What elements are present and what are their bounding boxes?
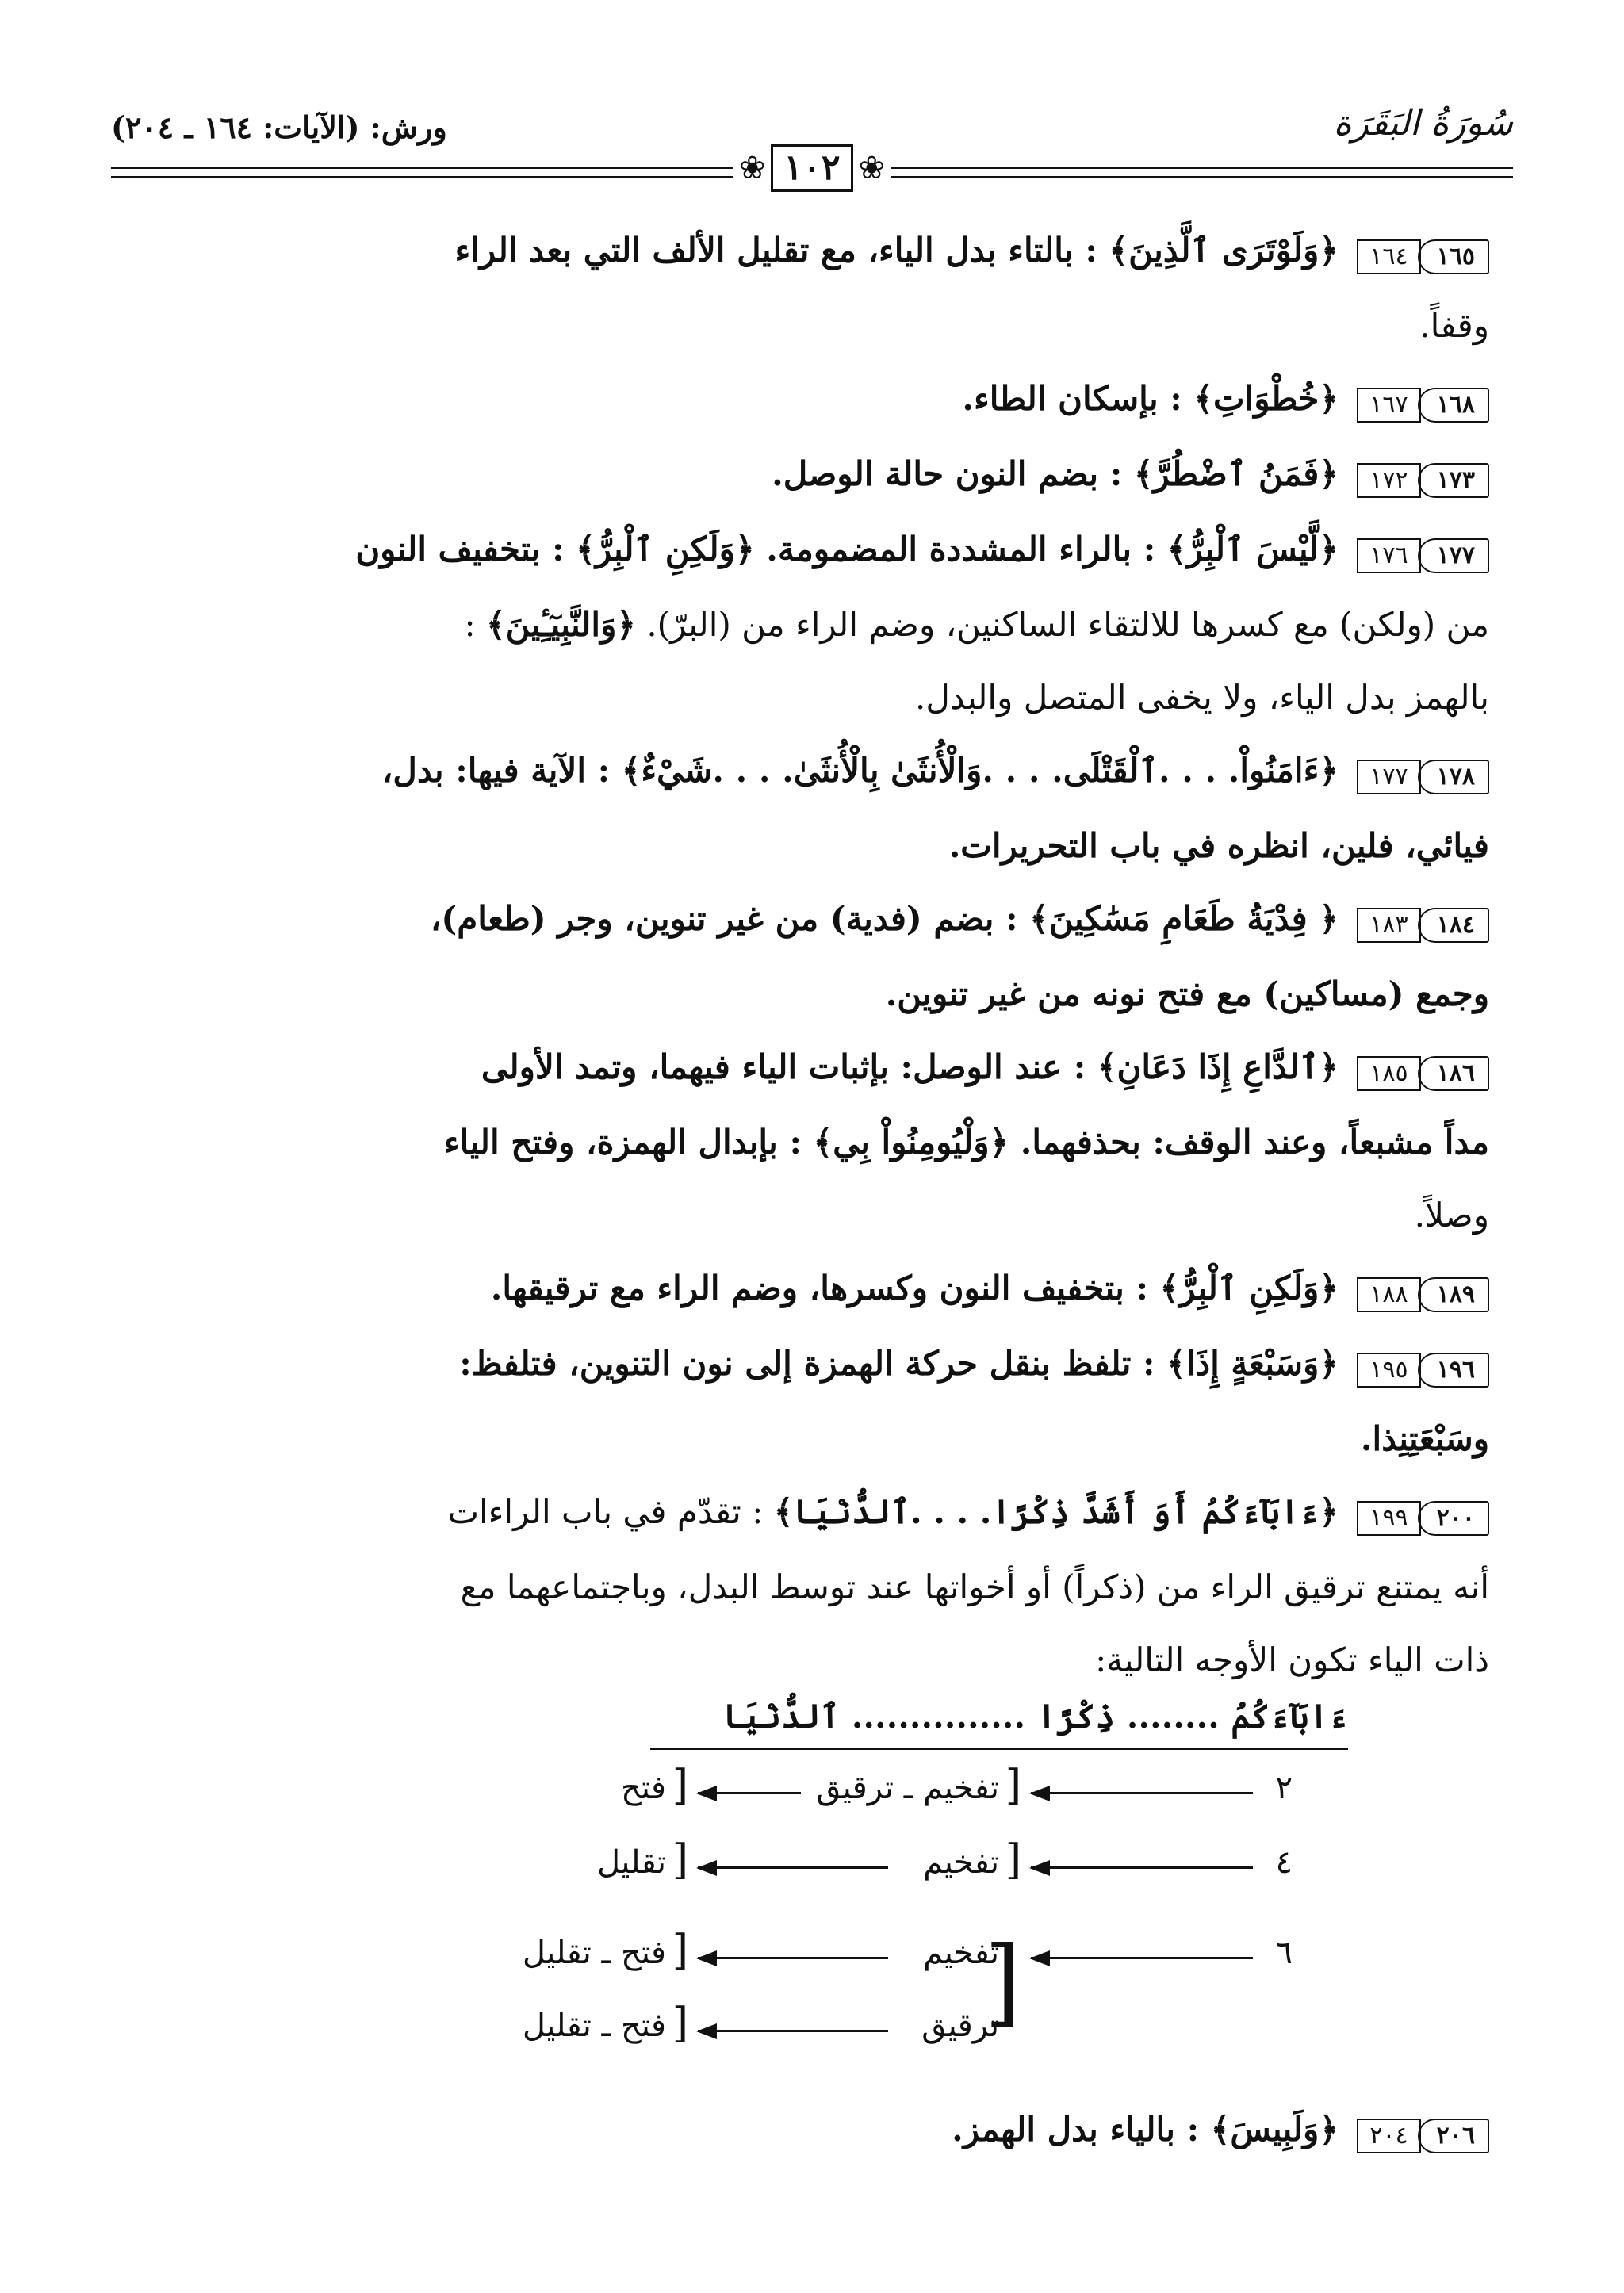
row-end: فتح ـ تقليل <box>522 2008 666 2044</box>
row-number: ٤ <box>1275 1844 1293 1881</box>
row-end: تقليل <box>597 1844 666 1881</box>
verse-badge: ١٦٨١٦٧ <box>1357 365 1489 438</box>
arrow-icon <box>1031 1792 1253 1794</box>
row-middle: تفخيم <box>923 1844 999 1881</box>
quran-quote: ﴿خُطْوَاتِ﴾ <box>1193 379 1339 418</box>
quran-quote: ﴿ فِدْيَةُ طَعَامِ مَسَٰكِينَ﴾ <box>1029 899 1339 938</box>
verse-badge: ١٨٤١٨٣ <box>1357 885 1489 958</box>
arrow-icon <box>1031 1957 1253 1959</box>
row-middle: ترقيق <box>921 2008 999 2044</box>
page-number: ١٠٢ <box>771 144 854 192</box>
verse-badge: ١٧٨١٧٧ <box>1357 737 1489 810</box>
verse-badge: ٢٠٠١٩٩ <box>1357 1478 1489 1551</box>
surah-title: سُورَةُ البَقَرَة <box>1333 103 1513 144</box>
verse-badge: ١٧٧١٧٦ <box>1357 515 1489 588</box>
entry: ١٨٩١٨٨ ﴿وَلَكِنِ ٱلْبِرُّ﴾ : بتخفيف النون وكسرها، وضم الراء مع ترقيقها. <box>111 1252 1489 1327</box>
quran-quote: ﴿ٱلدَّاعِ إِذَا دَعَانِ﴾ <box>1097 1047 1339 1086</box>
entry: ١٧٧١٧٦ ﴿لَّيْسَ ٱلْبِرُّ﴾ : بالراء المشددة المضمومة. ﴿وَلَكِنِ ٱلْبِرُّ﴾ : بتخفيف النون من (ولكن) مع كسرها للالتقاء الساكنين، وضم الراء من (البرّ). ﴿وَالنَّبِيٓـِٔينَ﴾ : بالهمز بدل الياء، ولا يخفى المتصل والبدل. <box>111 513 1489 734</box>
verse-badge: ١٨٦١٨٥ <box>1357 1033 1489 1106</box>
quran-quote: ﴿وَلَبِيسَ﴾ <box>1210 2110 1339 2149</box>
quran-quote: ﴿وَلَوْتَرَى ٱلَّذِينَ﴾ <box>1109 231 1339 270</box>
commentary-body <box>111 214 1513 1697</box>
arrow-icon <box>698 2030 888 2032</box>
quran-quote: ﴿ءَامَنُواْ. . . .ٱلْقَتْلَى. . . .وَالْأُنثَىٰ بِالْأُنثَىٰ. . . .شَيْءٌ﴾ <box>621 751 1339 790</box>
diagram-underline <box>650 1748 1348 1750</box>
quran-quote: ﴿فَمَنُ ٱضْطُرَّ﴾ <box>1133 454 1339 493</box>
ornament-icon: ❀ <box>858 150 885 186</box>
row-number: ٦ <box>1275 1935 1293 1971</box>
verse-badge: ٢٠٦٢٠٤ <box>1357 2096 1489 2169</box>
entry: ١٧٨١٧٧ ﴿ءَامَنُواْ. . . .ٱلْقَتْلَى. . . .وَالْأُنثَىٰ بِالْأُنثَىٰ. . . .شَيْءٌ﴾ : الآية فيها: بدل، فيائي، فلين، انظره في باب التحريرات. <box>111 734 1489 882</box>
readings-diagram <box>476 1697 1348 2069</box>
riwaya-range: ورش: (الآيات: ١٦٤ ـ ٢٠٤) <box>111 109 447 145</box>
entry: ١٨٤١٨٣ ﴿ فِدْيَةُ طَعَامِ مَسَٰكِينَ﴾ : بضم (فدية) من غير تنوين، وجر (طعام)، وجمع (مساكين) مع فتح نونه من غير تنوين. <box>111 882 1489 1031</box>
quran-quote: ﴿وَالنَّبِيٓـِٔينَ﴾ <box>486 605 636 644</box>
bracket-icon: [ <box>672 2000 688 2047</box>
entry: ١٩٦١٩٥ ﴿وَسَبْعَةٍ إِذَا﴾ : تلفظ بنقل حركة الهمزة إلى نون التنوين، فتلفظ: وسَبْعَتِنِذا. <box>111 1327 1489 1476</box>
arrow-icon <box>698 1792 801 1794</box>
verse-badge: ١٨٩١٨٨ <box>1357 1254 1489 1327</box>
bracket-icon: [ <box>672 1927 688 1974</box>
ornament-icon: ❀ <box>739 150 766 186</box>
row-end: فتح <box>620 1770 666 1806</box>
quran-quote: ﴿لَّيْسَ ٱلْبِرُّ﴾ <box>1166 530 1339 568</box>
bracket-icon: [ <box>672 1762 688 1809</box>
entry: ١٦٥١٦٤ ﴿وَلَوْتَرَى ٱلَّذِينَ﴾ : بالتاء بدل الياء، مع تقليل الألف التي بعد الراء وقفاً. <box>111 214 1489 362</box>
entry: ٢٠٠١٩٩ ﴿ءَابَآءَكُمُ أَوَ أَشَدَّ ذِكْرًا. . . .ٱلدُّنْيَا﴾ : تقدّم في باب الراءات أنه يمتنع ترقيق الراء من (ذكراً) أو أخواتها عند توسط البدل، وباجتماعهما مع ذات الياء تكون الأوجه التالية: <box>111 1476 1489 1697</box>
bracket-icon: [ <box>672 1836 688 1884</box>
quran-quote: ﴿وَلَكِنِ ٱلْبِرُّ﴾ <box>576 530 755 568</box>
entry: ٢٠٦٢٠٤ ﴿وَلَبِيسَ﴾ : بالياء بدل الهمز. <box>952 2093 1489 2169</box>
bracket-icon: [ <box>1005 1836 1021 1884</box>
bracket-icon: [ <box>984 1927 1021 2037</box>
quran-quote: ﴿وَلْيُومِنُواْ بِي﴾ <box>813 1123 1009 1162</box>
entry: ١٨٦١٨٥ ﴿ٱلدَّاعِ إِذَا دَعَانِ﴾ : عند الوصل: بإثبات الياء فيهما، وتمد الأولى مداً مشبعاً، وعند الوقف: بحذفهما. ﴿وَلْيُومِنُواْ بِي﴾ : بإبدال الهمزة، وفتح الياء وصلاً. <box>111 1031 1489 1252</box>
verse-badge: ١٧٣١٧٢ <box>1357 440 1489 513</box>
row-middle: تفخيم ـ ترقيق <box>816 1770 999 1806</box>
bracket-icon: [ <box>1005 1762 1021 1809</box>
entry: ١٦٨١٦٧ ﴿خُطْوَاتِ﴾ : بإسكان الطاء. <box>111 362 1489 438</box>
quran-quote: ﴿ءَابَآءَكُمُ أَوَ أَشَدَّ ذِكْرًا. . . .ٱلدُّنْيَا﴾ <box>773 1492 1339 1531</box>
arrow-icon <box>698 1866 888 1869</box>
diagram-header: ءَابَآءَكُمُ ........ ذِكْرًا ............... ٱلدُّنْيَا <box>722 1697 1348 1736</box>
page-number-frame <box>733 143 891 193</box>
quran-quote: ﴿وَسَبْعَةٍ إِذَا﴾ <box>1166 1344 1339 1383</box>
verse-badge: ١٦٥١٦٤ <box>1357 216 1489 289</box>
arrow-icon <box>1031 1866 1253 1869</box>
verse-badge: ١٩٦١٩٥ <box>1357 1330 1489 1403</box>
quran-quote: ﴿وَلَكِنِ ٱلْبِرُّ﴾ <box>1159 1269 1339 1307</box>
row-middle: تفخيم <box>923 1935 999 1971</box>
row-end: فتح ـ تقليل <box>522 1935 666 1971</box>
arrow-icon <box>698 1957 888 1959</box>
row-number: ٢ <box>1275 1770 1293 1806</box>
entry: ١٧٣١٧٢ ﴿فَمَنُ ٱضْطُرَّ﴾ : بضم النون حالة الوصل. <box>111 438 1489 513</box>
last-entry-wrap <box>952 2093 1489 2169</box>
